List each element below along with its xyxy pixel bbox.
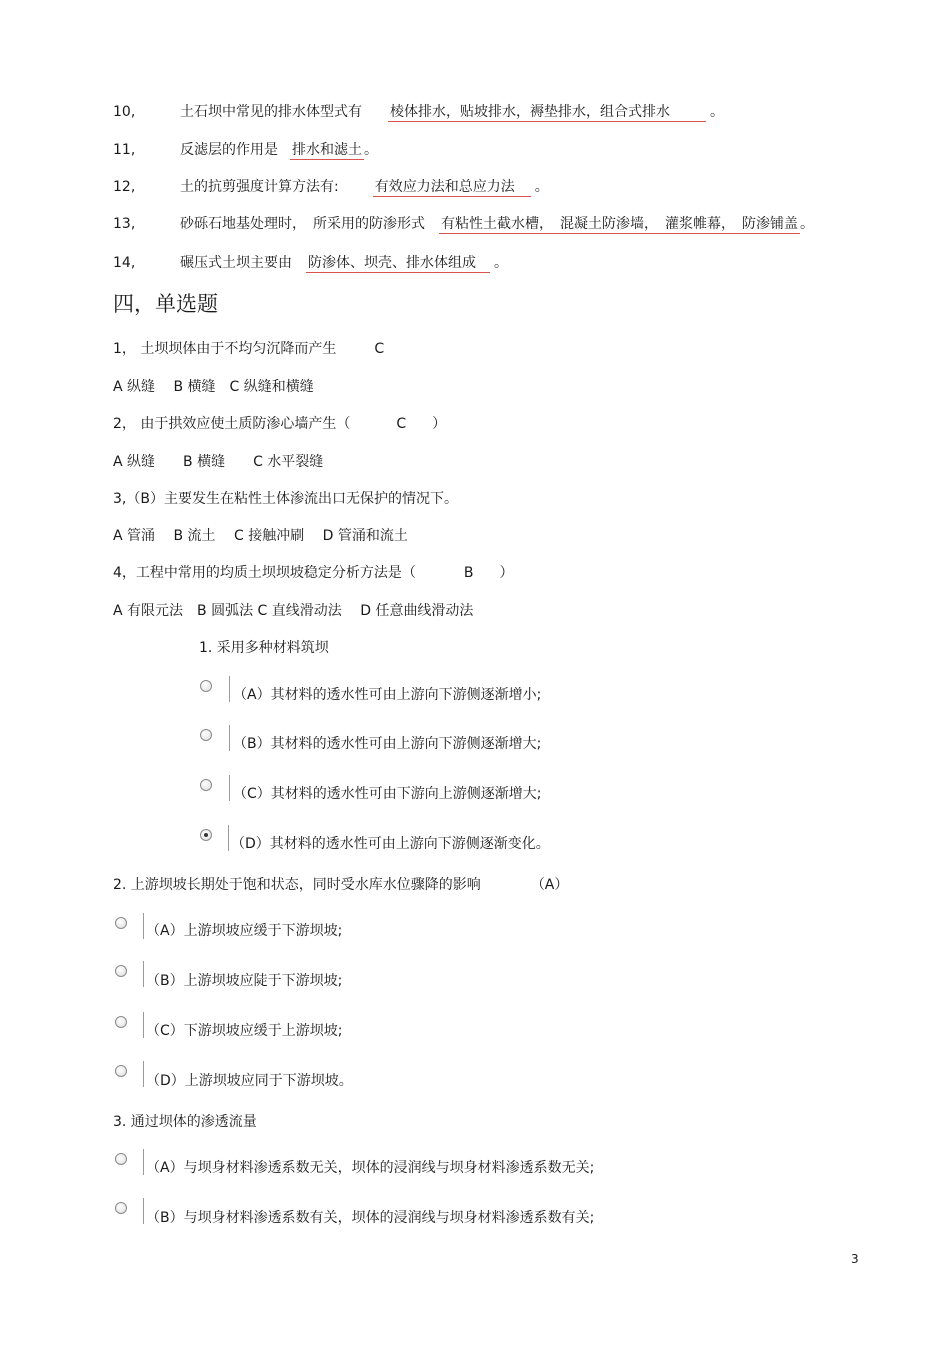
answer-text: 有粘性土截水槽， 混凝土防渗墙， 灌浆帷幕， 防渗铺盖	[441, 216, 798, 232]
option-divider	[229, 676, 230, 702]
section-title: 四，单选题	[113, 292, 218, 316]
option-divider	[228, 825, 229, 851]
radio-q2-option-a[interactable]: （A）上游坝坡应缓于下游坝坡;	[146, 923, 343, 939]
mc-options-4: A 有限元法 B 圆弧法 C 直线滑动法 D 任意曲线滑动法	[113, 603, 474, 619]
radio-button[interactable]	[115, 1016, 127, 1028]
radio-button[interactable]	[200, 779, 212, 791]
radio-button[interactable]	[115, 965, 127, 977]
option-divider	[229, 725, 230, 751]
radio-q2-option-c[interactable]: （C）下游坝坡应缓于上游坝坡;	[146, 1023, 343, 1039]
fill-in-11	[113, 140, 378, 160]
item-end: 。	[534, 179, 549, 195]
question-close: ）	[432, 416, 447, 432]
question-text: 4，工程中常用的均质土坝坝坡稳定分析方法是（	[113, 565, 416, 581]
radio-q3-option-b[interactable]: （B）与坝身材料渗透系数有关，坝体的浸润线与坝身材料渗透系数有关;	[146, 1210, 595, 1226]
radio-button[interactable]	[115, 1202, 127, 1214]
item-number: 12,	[113, 179, 136, 195]
item-number: 10,	[113, 104, 136, 120]
radio-q1-option-b[interactable]: （B）其材料的透水性可由上游向下游侧逐渐增大;	[233, 736, 542, 752]
radio-button[interactable]	[200, 729, 212, 741]
radio-q1-option-a[interactable]: （A）其材料的透水性可由上游向下游侧逐渐增小;	[233, 687, 542, 703]
radio-question-2-title	[113, 875, 568, 895]
item-number: 14,	[113, 255, 136, 271]
item-text: 土石坝中常见的排水体型式有	[180, 104, 362, 120]
item-number: 11,	[113, 142, 136, 158]
fill-in-13	[113, 214, 814, 234]
question-answer: C	[374, 341, 385, 357]
fill-in-14	[113, 253, 508, 273]
radio-q2-option-b[interactable]: （B）上游坝坡应陡于下游坝坡;	[146, 973, 343, 989]
radio-button[interactable]	[200, 680, 212, 692]
question-text: 2. 上游坝坡长期处于饱和状态，同时受水库水位骤降的影响	[113, 877, 481, 893]
radio-button[interactable]	[115, 1065, 127, 1077]
radio-question-3-title: 3. 通过坝体的渗透流量	[113, 1114, 257, 1130]
option-divider	[143, 1149, 144, 1175]
question-answer: C	[396, 416, 407, 432]
item-end: 。	[800, 216, 814, 232]
option-divider	[143, 961, 144, 987]
fill-in-12	[113, 177, 549, 197]
radio-q1-option-c[interactable]: （C）其材料的透水性可由下游向上游侧逐渐增大;	[233, 786, 542, 802]
radio-button-selected[interactable]	[200, 829, 212, 841]
question-answer: B	[463, 565, 474, 581]
mc-question-1	[113, 339, 384, 359]
radio-q3-option-a[interactable]: （A）与坝身材料渗透系数无关，坝体的浸润线与坝身材料渗透系数无关;	[146, 1160, 595, 1176]
answer-text: 有效应力法和总应力法	[373, 179, 531, 197]
item-end: 。	[364, 142, 378, 158]
answer-text: 防渗体、坝壳、排水体组成	[306, 255, 490, 273]
answer-text: 棱体排水，贴坡排水，褥垫排水，组合式排水	[388, 104, 706, 122]
item-text: 反滤层的作用是	[180, 142, 278, 158]
option-divider	[143, 913, 144, 939]
mc-question-2	[113, 414, 446, 434]
item-text: 土的抗剪强度计算方法有:	[180, 179, 339, 195]
question-answer: （A）	[530, 877, 569, 893]
mc-question-3: 3,（B）主要发生在粘性土体渗流出口无保护的情况下。	[113, 491, 458, 507]
item-number: 13,	[113, 216, 136, 232]
mc-options-2: A 纵缝 B 横缝 C 水平裂缝	[113, 454, 324, 470]
radio-button[interactable]	[115, 1153, 127, 1165]
mc-options-1: A 纵缝 B 横缝 C 纵缝和横缝	[113, 379, 314, 395]
radio-question-1-title: 1. 采用多种材料筑坝	[199, 640, 329, 656]
item-text: 砂砾石地基处理时， 所采用的防渗形式	[180, 216, 425, 232]
question-text: 1， 土坝坝体由于不均匀沉降而产生	[113, 341, 337, 357]
question-text: 2， 由于拱效应使土质防渗心墙产生（	[113, 416, 351, 432]
mc-question-4	[113, 563, 514, 583]
page-number: 3	[851, 1252, 859, 1266]
radio-button[interactable]	[115, 917, 127, 929]
radio-q2-option-d[interactable]: （D）上游坝坡应同于下游坝坡。	[146, 1073, 353, 1089]
radio-q1-option-d[interactable]: （D）其材料的透水性可由上游向下游侧逐渐变化。	[231, 836, 550, 852]
question-close: ）	[499, 565, 514, 581]
option-divider	[143, 1012, 144, 1038]
answer-text: 排水和滤土	[292, 142, 362, 158]
option-divider	[143, 1198, 144, 1224]
fill-in-10	[113, 102, 724, 122]
option-divider	[143, 1061, 144, 1087]
item-end: 。	[710, 104, 724, 120]
option-divider	[229, 775, 230, 801]
item-text: 碾压式土坝主要由	[180, 255, 292, 271]
item-end: 。	[494, 255, 508, 271]
mc-options-3: A 管涌 B 流土 C 接触冲刷 D 管涌和流土	[113, 528, 408, 544]
